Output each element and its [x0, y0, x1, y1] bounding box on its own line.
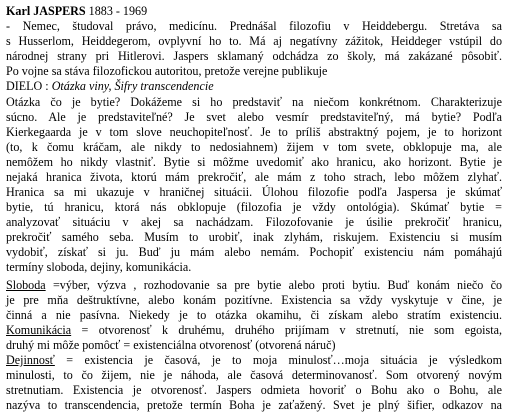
paragraph-line: analyzovať situáciu v akej sa nachádzam. Filozofovanie je úsilie prekročiť hranicu,	[6, 215, 502, 229]
definition-text: =výber, výzva , rozhodovanie sa pre bytie alebo proti bytiu. Buď konám niečo čo	[45, 278, 502, 292]
term-sloboda: Sloboda	[6, 278, 46, 292]
definition-line: je pre mňa deštruktívne, alebo konám pozitívne. Existencia sa vždy vyskytuje v čine, je	[6, 293, 502, 307]
paragraph-line: vydobiť, získať si ju. Buď ju mám alebo nemám. Pochopiť existenciu nám pomáhajú	[6, 245, 502, 259]
philosopher-name: Karl JASPERS	[6, 4, 86, 18]
definition-text: = otvorenosť k druhému, druhého prijímam v stretnutí, nie som egoista,	[71, 323, 502, 337]
definition-line: druhý mi môže pomôcť = existenciálna otvorenosť (otvorená náruč)	[6, 338, 336, 352]
definition-line: činná a nie pasívna. Niekedy je to otázka okamihu, či získam alebo stratím existenciu.	[6, 308, 502, 322]
bio-line: Po vojne sa stáva filozofickou autoritou, pretože verejne publikuje	[6, 64, 328, 78]
bio-line: národnej strany pri Hitlerovi. Jaspers sklamaný odchádza zo školy, má zakázané pôsobiť.	[6, 49, 502, 63]
definition-line: minulosti, to čo žijem, nie je náhoda, ale časová determinovanosť. Som otvorený novým	[6, 368, 502, 382]
paragraph-line: bytie, tú hranicu, ktorá nás obklopuje (filozofia je vždy ontológia). Skúmať bytie =	[6, 200, 502, 214]
paragraph-line: súcno. Ale je predstaviteľné? Je svet alebo vesmír predstaviteľný, má bytie? Podľa	[6, 110, 502, 124]
paragraph-line: prekročiť samého seba. Musím to urobiť, inak zlyhám, riskujem. Existenciu si musím	[6, 230, 502, 244]
definition-text: = existencia je časová, je to moja minulosť…moja situácia je výsledkom	[54, 353, 502, 367]
bio-line: - Nemec, študoval právo, medicínu. Prednášal filozofiu v Heiddebergu. Stretáva sa	[6, 19, 502, 33]
paragraph-line: Hranica sa mi ukazuje v hraničnej situácii. Úlohou filozofie podľa Jaspersa je skúmať	[6, 185, 502, 199]
works-titles: Otázka viny, Šifry transcendencie	[51, 79, 214, 93]
definition-line: stretnutiam. Existencia je otvorenosť. Jaspers odmieta hovoriť o Bohu ako o Bohu, ale	[6, 383, 502, 397]
bio-line: s Husserlom, Heiddegerom, ovplyvní ho to. Má aj negatívny zážitok, Heiddeger vstúpil do	[6, 34, 502, 48]
definition-line: nazýva to transcendencia, pretože termín Boha je zaťažený. Svet je plný šifier, odkazov na	[6, 398, 502, 412]
definition-komunikacia-line	[6, 323, 502, 338]
definition-sloboda-line	[6, 278, 502, 293]
heading-line	[6, 4, 502, 19]
paragraph-line: nejaká hranica života, ktorú mám prekročiť, ale mám z toho strach, lebo môžem zlyhať.	[6, 170, 502, 184]
works-label: DIELO :	[6, 79, 52, 93]
paragraph-line: termíny sloboda, dejiny, komunikácia.	[6, 260, 192, 274]
term-komunikacia: Komunikácia	[6, 323, 72, 337]
philosopher-years: 1883 - 1969	[88, 4, 148, 18]
works-line	[6, 79, 502, 94]
definition-dejinnost-line	[6, 353, 502, 368]
paragraph-line: Kierkegaarda je v tom slove neuchopiteľnosť. Je to príliš abstraktný pojem, je to horizont	[6, 125, 502, 139]
term-dejinnost: Dejinnosť	[6, 353, 55, 367]
paragraph-line: (to, k čomu kráčam, ale nikdy to nedosiahnem) žijem v tom svete, obklopuje ma, ale	[6, 140, 502, 154]
paragraph-line: nemôžem ho nikdy vlastniť. Bytie si môžme uvedomiť ako hranicu, ako horizont. Bytie je	[6, 155, 502, 169]
paragraph-line: Otázka čo je bytie? Dokážeme si ho predstaviť na niečom konkrétnom. Charakterizuje	[6, 95, 502, 109]
